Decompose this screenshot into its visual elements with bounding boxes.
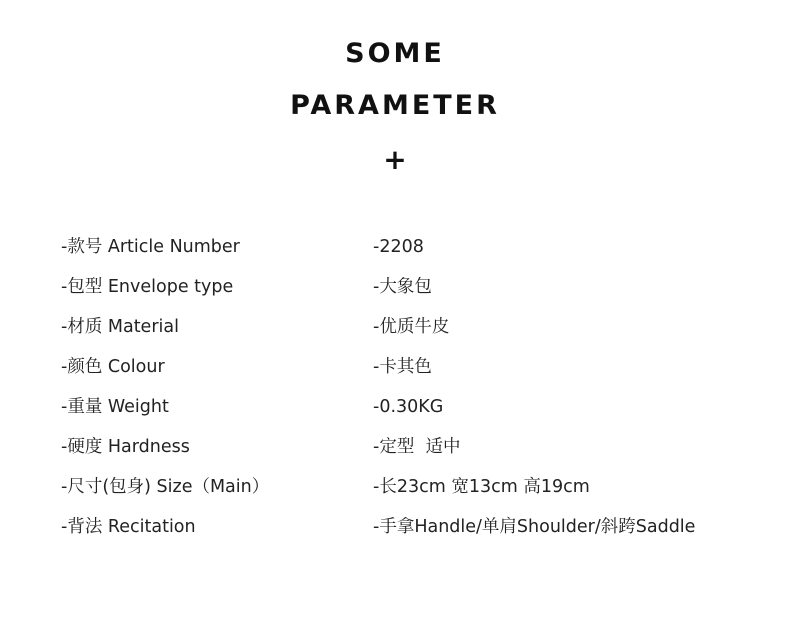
param-row-hardness <box>0 434 790 460</box>
param-value: -长23cm 宽13cm 高19cm <box>373 477 590 497</box>
param-row-article-number <box>0 234 790 260</box>
param-value: -卡其色 <box>373 357 432 377</box>
param-label: -材质 Material <box>61 317 179 337</box>
param-row-size <box>0 474 790 500</box>
heading-line-parameter: PARAMETER <box>290 90 500 121</box>
param-label: -包型 Envelope type <box>61 277 234 297</box>
param-value: -优质牛皮 <box>373 317 450 337</box>
param-label: -尺寸(包身) Size（Main） <box>61 477 270 497</box>
param-label: -硬度 Hardness <box>61 437 190 457</box>
param-row-envelope-type <box>0 274 790 300</box>
plus-icon: + <box>383 143 407 176</box>
param-row-recitation <box>0 514 790 540</box>
param-row-material <box>0 314 790 340</box>
param-value: -手拿Handle/单肩Shoulder/斜跨Saddle <box>373 517 696 537</box>
param-label: -款号 Article Number <box>61 237 240 257</box>
param-row-colour <box>0 354 790 380</box>
param-row-weight <box>0 394 790 420</box>
param-label: -重量 Weight <box>61 397 169 417</box>
param-value: -0.30KG <box>373 397 444 417</box>
param-value: -大象包 <box>373 277 432 297</box>
param-value: -定型 适中 <box>373 437 461 457</box>
param-label: -颜色 Colour <box>61 357 165 377</box>
param-value: -2208 <box>373 237 424 257</box>
param-label: -背法 Recitation <box>61 517 196 537</box>
heading-line-some: SOME <box>345 38 445 69</box>
